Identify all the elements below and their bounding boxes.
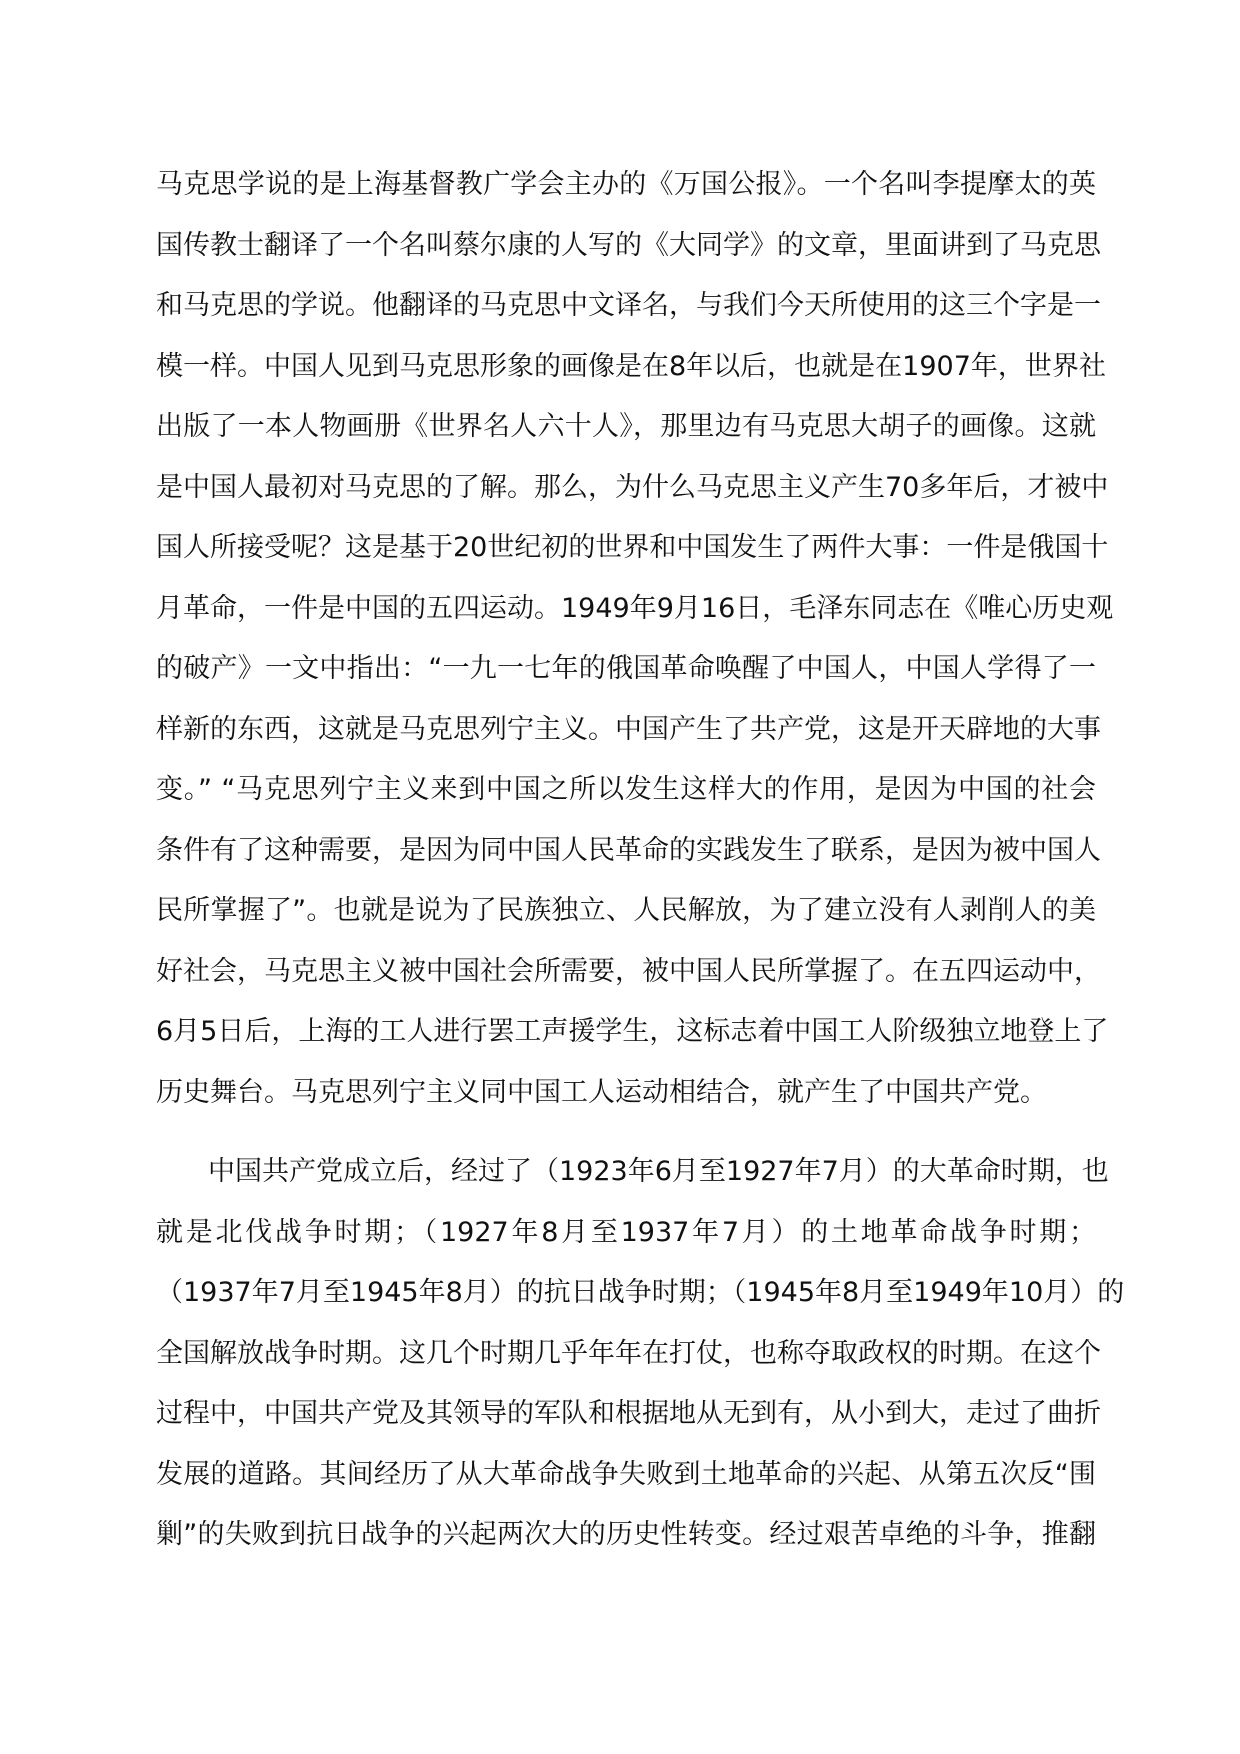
paragraph-line: 民所掌握了”。也就是说为了民族独立、人民解放，为了建立没有人剥削人的美 <box>156 895 1096 926</box>
paragraph-line: 的破产》一文中指出：“一九一七年的俄国革命唤醒了中国人，中国人学得了一 <box>156 653 1096 684</box>
paragraph-line: （1937年7月至1945年8月）的抗日战争时期；（1945年8月至1949年10月）的 <box>156 1277 1125 1308</box>
paragraph-line: 全国解放战争时期。这几个时期几乎年年在打仗，也称夺取政权的时期。在这个 <box>156 1337 1101 1369</box>
paragraph-line: 过程中，中国共产党及其领导的军队和根据地从无到有，从小到大，走过了曲折 <box>156 1398 1101 1429</box>
paragraph-line: 好社会，马克思主义被中国社会所需要，被中国人民所掌握了。在五四运动中， <box>156 955 1101 987</box>
paragraph-line: 中国共产党成立后，经过了（1923年6月至1927年7月）的大革命时期，也 <box>208 1156 1109 1187</box>
paragraph-2 <box>156 1142 1125 1566</box>
paragraph-line: 马克思学说的是上海基督教广学会主办的《万国公报》。一个名叫李提摩太的英 <box>156 169 1096 200</box>
paragraph-line: 发展的道路。其间经历了从大革命战争失败到土地革命的兴起、从第五次反“围 <box>156 1458 1096 1490</box>
paragraph-line: 出版了一本人物画册《世界名人六十人》，那里边有马克思大胡子的画像。这就 <box>156 411 1096 442</box>
paragraph-line: 剿”的失败到抗日战争的兴起两次大的历史性转变。经过艰苦卓绝的斗争，推翻 <box>156 1519 1096 1550</box>
paragraph-line: 是中国人最初对马克思的了解。那么，为什么马克思主义产生70多年后，才被中 <box>156 471 1109 503</box>
paragraph-line: 国人所接受呢？这是基于20世纪初的世界和中国发生了两件大事：一件是俄国十 <box>156 532 1109 563</box>
paragraph-line: 国传教士翻译了一个名叫蔡尔康的人写的《大同学》的文章，里面讲到了马克思 <box>156 229 1101 261</box>
paragraph-line: 样新的东西，这就是马克思列宁主义。中国产生了共产党，这是开天辟地的大事 <box>156 713 1101 745</box>
paragraph-line: 条件有了这种需要，是因为同中国人民革命的实践发生了联系，是因为被中国人 <box>156 834 1101 866</box>
paragraph-line: 月革命，一件是中国的五四运动。1949年9月16日，毛泽东同志在《唯心历史观 <box>156 592 1114 624</box>
paragraph-line: 变。” “马克思列宁主义来到中国之所以发生这样大的作用，是因为中国的社会 <box>156 774 1096 805</box>
paragraph-1 <box>156 155 1114 1123</box>
paragraph-line: 和马克思的学说。他翻译的马克思中文译名，与我们今天所使用的这三个字是一 <box>156 290 1101 321</box>
paragraph-line: 就是北伐战争时期；（1927年8月至1937年7月）的土地革命战争时期； <box>156 1216 1096 1248</box>
paragraph-line: 6月5日后，上海的工人进行罢工声援学生，这标志着中国工人阶级独立地登上了 <box>156 1016 1109 1047</box>
paragraph-line: 模一样。中国人见到马克思形象的画像是在8年以后，也就是在1907年，世界社 <box>156 350 1106 382</box>
paragraph-line: 历史舞台。马克思列宁主义同中国工人运动相结合，就产生了中国共产党。 <box>156 1076 1047 1108</box>
